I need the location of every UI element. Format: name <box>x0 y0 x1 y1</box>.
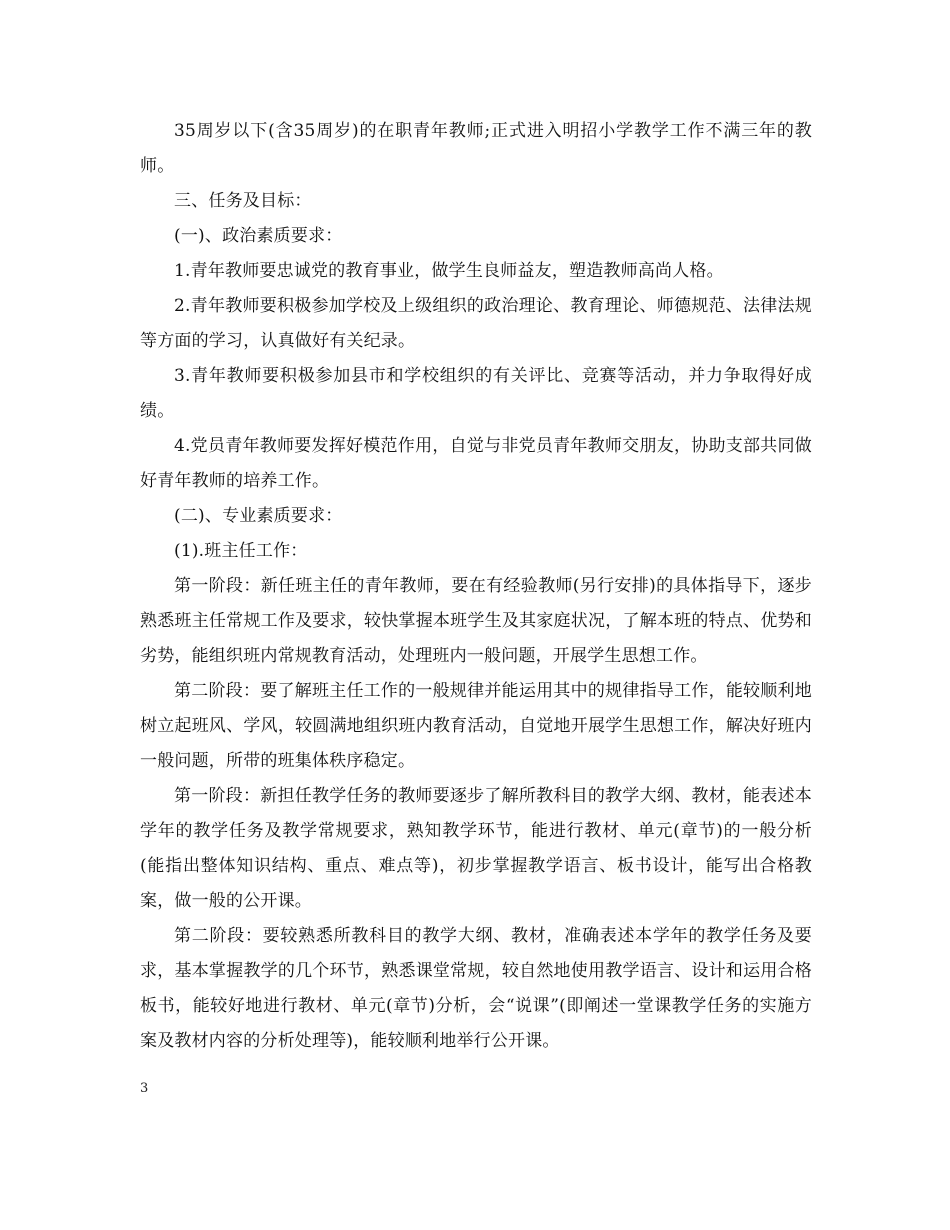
paragraph-teaching-stage-two: 第二阶段：要较熟悉所教科目的教学大纲、教材，准确表述本学年的教学任务及要求，基本掌握教学的几个环节，熟悉课堂常规，较自然地使用教学语言、设计和运用合格板书，能较好地进行教材、单元(章节)分析，会“说课”(即阐述一堂课教学任务的实施方案及教材内容的分析处理等)，能较顺利地举行公开课。 <box>140 926 812 1051</box>
paragraph-class-stage-two: 第二阶段：要了解班主任工作的一般规律并能运用其中的规律指导工作，能较顺利地树立起班风、学风，较圆满地组织班内教育活动，自觉地开展学生思想工作，解决好班内一般问题，所带的班集体秩序稳定。 <box>140 681 812 771</box>
paragraph-item-1: 1.青年教师要忠诚党的教育事业，做学生良师益友，塑造教师高尚人格。 <box>174 261 724 281</box>
paragraph-class-stage-one: 第一阶段：新任班主任的青年教师，要在有经验教师(另行安排)的具体指导下，逐步熟悉班主任常规工作及要求，较快掌握本班学生及其家庭状况，了解本班的特点、优势和劣势，能组织班内常规教育活动，处理班内一般问题，开展学生思想工作。 <box>140 576 812 666</box>
heading-tasks-goals: 三、任务及目标： <box>174 191 312 211</box>
paragraph-item-4: 4.党员青年教师要发挥好模范作用，自觉与非党员青年教师交朋友，协助支部共同做好青年教师的培养工作。 <box>140 436 812 491</box>
subheading-professional-quality: (二)、专业素质要求： <box>174 506 343 526</box>
document-body <box>140 114 812 1059</box>
paragraph-item-3: 3.青年教师要积极参加县市和学校组织的有关评比、竞赛等活动，并力争取得好成绩。 <box>140 366 812 421</box>
paragraph-teaching-stage-one: 第一阶段：新担任教学任务的教师要逐步了解所教科目的教学大纲、教材，能表述本学年的教学任务及教学常规要求，熟知教学环节，能进行教材、单元(章节)的一般分析(能指出整体知识结构、重点、难点等)，初步掌握教学语言、板书设计，能写出合格教案，做一般的公开课。 <box>140 786 812 911</box>
page-number: 3 <box>140 1081 149 1096</box>
paragraph-item-2: 2.青年教师要积极参加学校及上级组织的政治理论、教育理论、师德规范、法律法规等方面的学习，认真做好有关纪录。 <box>140 296 812 351</box>
subheading-class-teacher-work: (1).班主任工作： <box>174 541 308 561</box>
paragraph-eligibility: 35周岁以下(含35周岁)的在职青年教师;正式进入明招小学教学工作不满三年的教师。 <box>140 121 812 176</box>
subheading-political-quality: (一)、政治素质要求： <box>174 226 343 246</box>
